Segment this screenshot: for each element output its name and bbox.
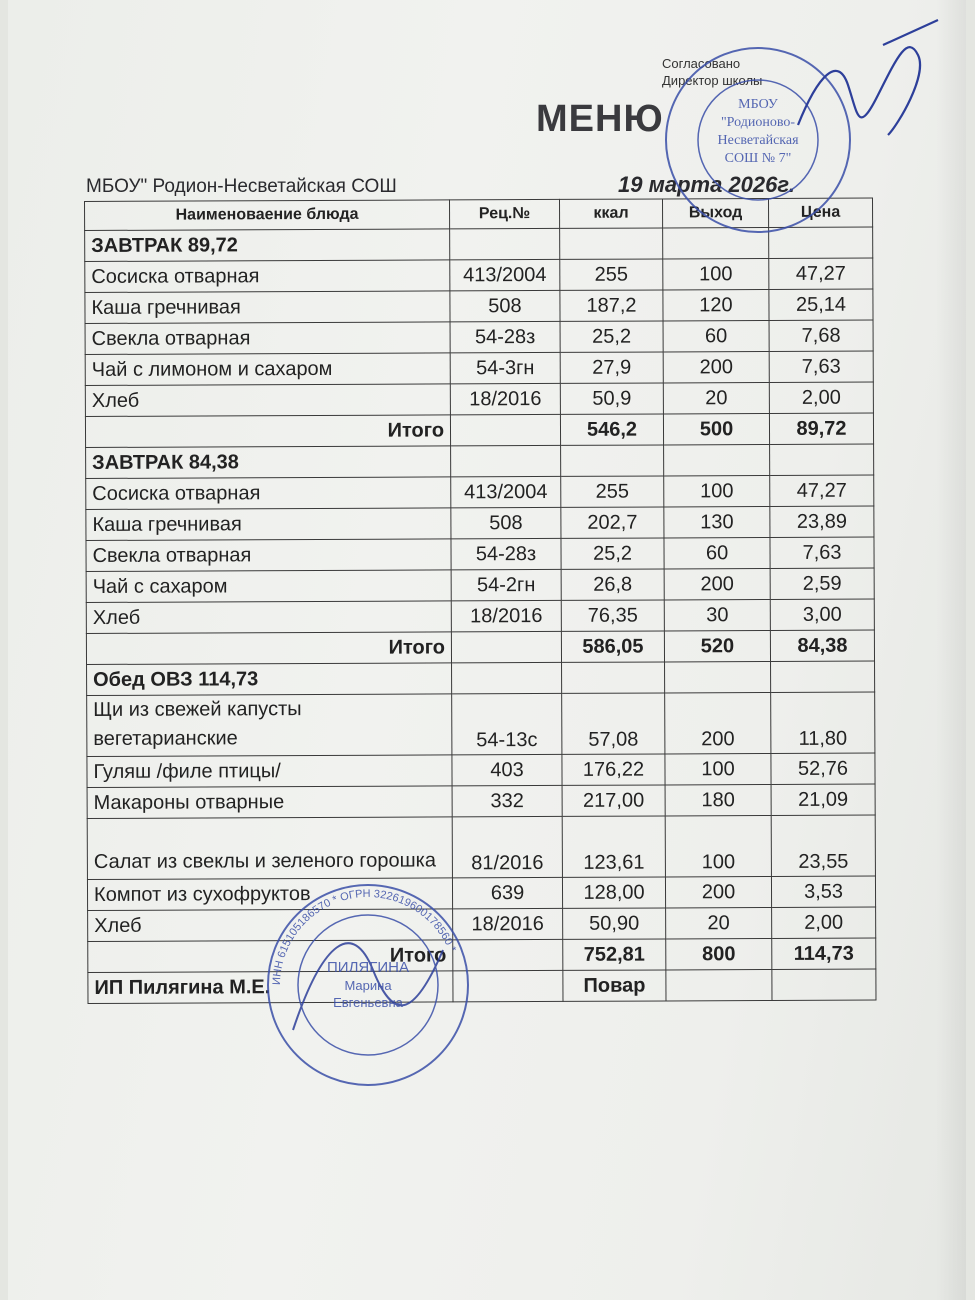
dish-recipe-number: 508 [450,290,560,321]
empty-cell [450,228,560,259]
approval-line-2: Директор школы [662,73,763,88]
dish-price: 23,55 [771,815,875,876]
section-title: Обед ОВЗ 114,73 [87,663,452,696]
dish-recipe-number: 639 [452,877,562,908]
dish-name: Макароны отварные [87,786,452,819]
dish-output: 20 [663,383,769,414]
stamp-top-line-1: МБОУ [738,97,778,112]
dish-kcal: 25,2 [560,321,663,352]
dish-kcal: 202,7 [561,507,664,538]
section-title: ЗАВТРАК 89,72 [85,229,450,262]
dish-kcal: 255 [561,476,664,507]
dish-price: 47,27 [770,475,874,506]
col-header-name: Наименоваение блюда [85,200,450,231]
dish-name: Каша гречнивая [86,508,451,541]
dish-output: 60 [664,538,770,569]
col-header-kcal: ккал [559,199,662,228]
section-title-row [86,444,874,478]
dish-recipe-number: 18/2016 [451,600,561,631]
empty-cell [450,414,560,445]
dish-kcal: 50,9 [560,383,663,414]
footer-cook: Повар [563,970,666,1001]
dish-output: 200 [664,569,770,600]
dish-kcal: 123,61 [562,816,665,877]
total-row [88,938,876,972]
dish-price: 25,14 [769,289,873,320]
empty-cell [770,444,874,475]
dish-recipe-number: 18/2016 [450,383,560,414]
dish-name: Свекла отварная [86,539,451,572]
footer-row [88,969,876,1003]
dish-row [87,784,875,818]
dish-kcal: 76,35 [561,600,664,631]
dish-output: 120 [663,290,769,321]
dish-name: Свекла отварная [85,322,450,355]
section-title: ЗАВТРАК 84,38 [86,446,451,479]
total-label: Итого [85,415,450,448]
dish-row [86,537,874,571]
empty-cell [560,228,663,259]
empty-cell [561,445,664,476]
dish-output: 20 [666,908,772,939]
dish-price: 23,89 [770,506,874,537]
total-row [85,413,873,447]
dish-name: Гуляш /филе птицы/ [87,755,452,788]
total-kcal: 752,81 [563,939,666,970]
empty-cell [771,661,875,692]
dish-name: Компот из сухофруктов [87,878,452,911]
dish-kcal: 187,2 [560,290,663,321]
dish-recipe-number: 81/2016 [452,816,562,877]
document-page [8,0,966,1300]
dish-row [87,876,875,910]
dish-row [86,568,874,602]
stamp-top-line-4: СОШ № 7" [724,151,792,166]
dish-kcal: 217,00 [562,785,665,816]
total-price: 114,73 [772,938,876,969]
empty-cell [664,445,770,476]
empty-cell [666,970,772,1001]
approval-line-1: Согласовано [662,56,741,71]
dish-price: 3,53 [771,876,875,907]
empty-cell [452,662,562,693]
empty-cell [451,631,561,662]
dish-name: Чай с лимоном и сахаром [85,353,450,386]
dish-output: 60 [663,321,769,352]
dish-name: Каша гречнивая [85,291,450,324]
dish-output: 30 [664,600,770,631]
col-header-price: Цена [768,198,872,227]
dish-output: 100 [663,259,769,290]
dish-price: 7,63 [769,351,873,382]
school-name: МБОУ" Родион-Несветайская СОШ [86,176,397,197]
dish-kcal: 25,2 [561,538,664,569]
dish-recipe-number: 413/2004 [451,476,561,507]
entrepreneur-seal-stamp [263,880,473,1090]
dish-recipe-number: 54-13с [452,693,562,754]
dish-recipe-number: 508 [451,507,561,538]
dish-row [85,258,873,292]
dish-row [88,907,876,941]
dish-recipe-number: 54-28з [451,538,561,569]
dish-price: 47,27 [769,258,873,289]
dish-recipe-number: 332 [452,785,562,816]
dish-price: 7,63 [770,537,874,568]
total-kcal: 546,2 [560,414,663,445]
dish-recipe-number: 54-3гн [450,352,560,383]
total-row [86,630,874,664]
total-output: 520 [664,631,770,662]
col-header-rec: Рец.№ [449,199,559,228]
empty-cell [451,445,561,476]
dish-name: Щи из свежей капусты вегетарианские [87,694,452,757]
dish-row [87,815,875,879]
dish-output: 100 [665,754,771,785]
dish-recipe-number: 54-2гн [451,569,561,600]
stamp-top-line-2: "Родионово- [720,115,796,130]
stamp-bottom-line-2: Марина [344,978,392,993]
dish-row [85,351,873,385]
dish-recipe-number: 18/2016 [453,908,563,939]
empty-cell [772,969,876,1000]
dish-kcal: 57,08 [562,693,665,754]
total-label: Итого [88,940,453,973]
dish-name: Хлеб [85,384,450,417]
dish-name: Сосиска отварная [85,260,450,293]
dish-recipe-number: 54-28з [450,321,560,352]
dish-row [86,599,874,633]
dish-row [85,320,873,354]
dish-name: Салат из свеклы и зеленого горошка [87,817,452,880]
menu-date: 19 марта 2026г. [618,172,795,197]
total-kcal: 586,05 [561,631,664,662]
col-header-out: Выход [662,199,768,228]
director-signature [788,15,948,165]
empty-cell [665,662,771,693]
total-output: 800 [666,939,772,970]
total-label: Итого [86,632,451,665]
dish-name: Сосиска отварная [86,477,451,510]
dish-kcal: 27,9 [560,352,663,383]
empty-cell [562,662,665,693]
total-price: 84,38 [770,630,874,661]
dish-price: 7,68 [769,320,873,351]
dish-kcal: 128,00 [562,877,665,908]
dish-output: 180 [665,785,771,816]
menu-table [84,198,876,1004]
dish-row [85,382,873,416]
dish-price: 11,80 [771,692,875,753]
dish-output: 130 [664,507,770,538]
dish-price: 2,59 [770,568,874,599]
dish-output: 200 [665,693,771,754]
dish-output: 100 [664,476,770,507]
footer-entrepreneur: ИП Пилягина М.Е. [88,971,453,1004]
page-title: МЕНЮ [536,98,664,140]
dish-kcal: 255 [560,259,663,290]
stamp-bottom-line-3: Евгеньевна [333,995,403,1010]
dish-row [86,506,874,540]
total-price: 89,72 [769,413,873,444]
stamp-top-line-3: Несветайская [717,133,799,148]
dish-name: Чай с сахаром [86,570,451,603]
stamp-bottom-line-1: ПИЛЯГИНА [327,959,409,976]
dish-price: 52,76 [771,753,875,784]
total-output: 500 [663,414,769,445]
dish-price: 3,00 [770,599,874,630]
dish-kcal: 50,90 [563,908,666,939]
page-edge-shadow [936,0,966,1300]
dish-recipe-number: 413/2004 [450,259,560,290]
dish-row [87,692,875,756]
dish-name: Хлеб [88,909,453,942]
dish-row [85,289,873,323]
dish-kcal: 26,8 [561,569,664,600]
dish-output: 200 [663,352,769,383]
dish-name: Хлеб [86,601,451,634]
dish-price: 2,00 [772,907,876,938]
dish-output: 200 [665,877,771,908]
dish-row [87,753,875,787]
dish-recipe-number: 403 [452,754,562,785]
stamp-bottom-ring: ИНН 615105186570 * ОГРН 322619600178560 * [270,887,459,986]
dish-price: 21,09 [771,784,875,815]
dish-price: 2,00 [769,382,873,413]
section-title-row [87,661,875,695]
dish-row [86,475,874,509]
dish-output: 100 [665,816,771,877]
dish-kcal: 176,22 [562,754,665,785]
